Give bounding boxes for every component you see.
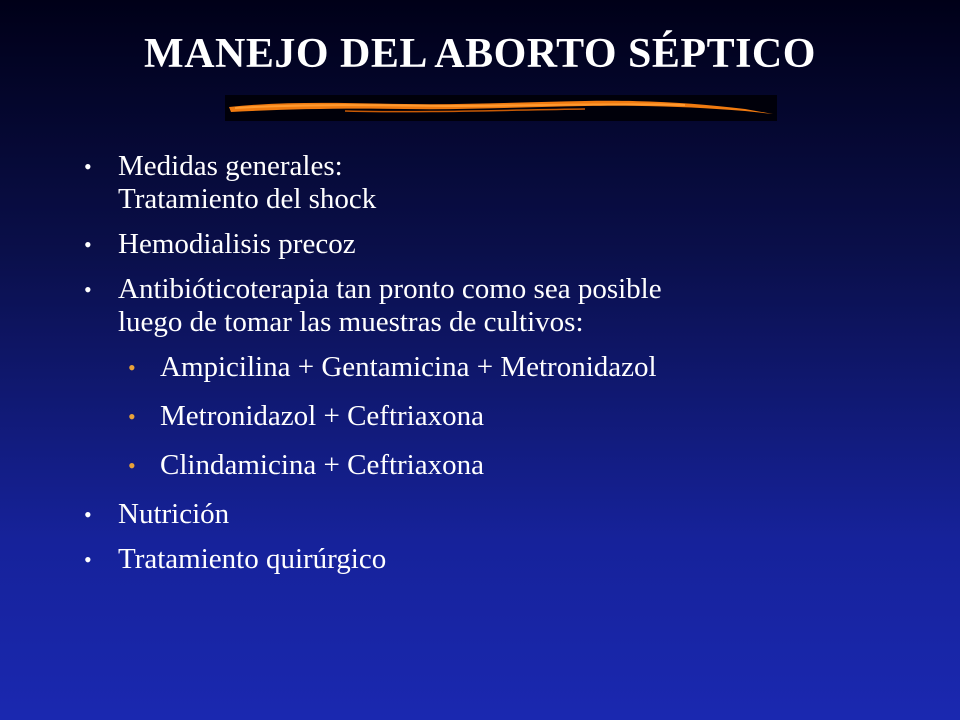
sub-list-item: [82, 351, 922, 384]
sub-bullet-icon: •: [128, 404, 136, 429]
bullet-text: Antibióticoterapia tan pronto como sea posible: [118, 273, 662, 305]
sub-bullet-icon: •: [128, 355, 136, 380]
list-item: [82, 273, 922, 339]
sub-bullet-text: Metronidazol + Ceftriaxona: [160, 400, 484, 432]
bullet-text: Tratamiento quirúrgico: [118, 543, 387, 575]
list-item: [82, 543, 922, 576]
bullet-text: luego de tomar las muestras de cultivos:: [118, 306, 584, 338]
sub-bullet-icon: •: [128, 453, 136, 478]
bullet-text: Nutrición: [118, 498, 230, 530]
sub-list-item: [82, 400, 922, 433]
bullet-icon: •: [84, 232, 92, 257]
brush-underline: [225, 95, 777, 121]
list-item: [82, 228, 922, 261]
sub-list-item: [82, 449, 922, 482]
sub-bullet-text: Ampicilina + Gentamicina + Metronidazol: [160, 351, 657, 383]
bullet-icon: •: [84, 154, 92, 179]
bullet-icon: •: [84, 502, 92, 527]
bullet-text: Tratamiento del shock: [118, 183, 377, 215]
bullet-list: [82, 150, 922, 588]
bullet-icon: •: [84, 277, 92, 302]
list-item: [82, 150, 922, 216]
sub-bullet-text: Clindamicina + Ceftriaxona: [160, 449, 484, 481]
slide-title: MANEJO DEL ABORTO SÉPTICO: [144, 31, 816, 77]
bullet-text: Medidas generales:: [118, 150, 343, 182]
bullet-text: Hemodialisis precoz: [118, 228, 356, 260]
bullet-icon: •: [84, 547, 92, 572]
list-item: [82, 498, 922, 531]
